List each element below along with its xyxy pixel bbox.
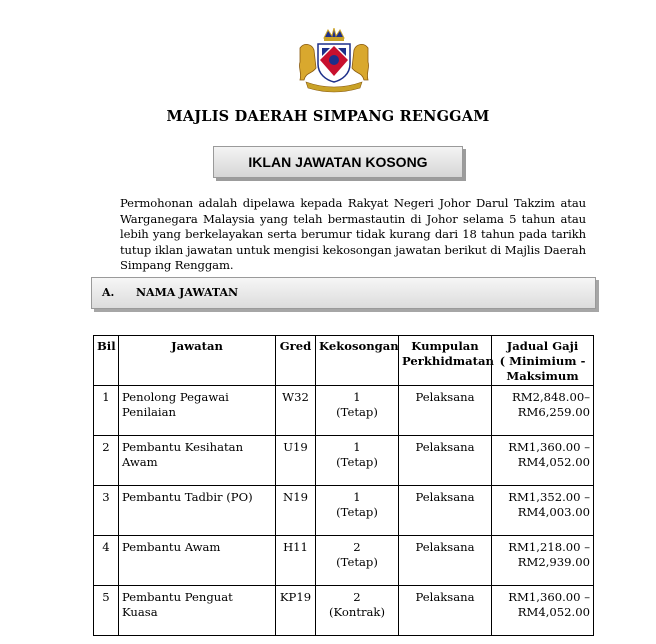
section-header [91,277,596,309]
table-row [94,386,594,436]
cell-gred: U19 [276,436,316,486]
cell-gaji: RM1,218.00 – RM2,939.00 [492,536,594,586]
table-row [94,486,594,536]
cell-kumpulan: Pelaksana [399,586,492,636]
cell-kekosongan: 1 (Tetap) [316,486,399,536]
header-jadual-gaji: Jadual Gaji ( Minimium - Maksimum [492,336,594,386]
table-header-row [94,336,594,386]
cell-kekosongan: 1 (Tetap) [316,386,399,436]
cell-gred: W32 [276,386,316,436]
table-row [94,586,594,636]
header-kumpulan: Kumpulan Perkhidmatan [399,336,492,386]
cell-jawatan: Penolong Pegawai Penilaian [119,386,276,436]
cell-jawatan: Pembantu Tadbir (PO) [119,486,276,536]
cell-gred: H11 [276,536,316,586]
cell-jawatan: Pembantu Kesihatan Awam [119,436,276,486]
johor-coat-of-arms-icon [294,28,374,94]
cell-kumpulan: Pelaksana [399,436,492,486]
table-row [94,436,594,486]
cell-gred: KP19 [276,586,316,636]
cell-bil: 3 [94,486,119,536]
cell-gaji: RM1,360.00 – RM4,052.00 [492,436,594,486]
header-gred: Gred [276,336,316,386]
cell-kekosongan: 2 (Kontrak) [316,586,399,636]
vacancy-table [93,335,594,636]
cell-jawatan: Pembantu Penguat Kuasa [119,586,276,636]
cell-gred: N19 [276,486,316,536]
header-bil: Bil [94,336,119,386]
header-jawatan: Jawatan [119,336,276,386]
cell-kekosongan: 2 (Tetap) [316,536,399,586]
organization-title: MAJLIS DAERAH SIMPANG RENGGAM [166,108,490,125]
cell-bil: 4 [94,536,119,586]
cell-gaji: RM1,352.00 – RM4,003.00 [492,486,594,536]
section-letter: A. [102,286,115,299]
header-kekosongan: Kekosongan [316,336,399,386]
cell-bil: 1 [94,386,119,436]
cell-kekosongan: 1 (Tetap) [316,436,399,486]
banner-title: IKLAN JAWATAN KOSONG [213,146,463,178]
cell-kumpulan: Pelaksana [399,386,492,436]
cell-gaji: RM1,360.00 – RM4,052.00 [492,586,594,636]
cell-bil: 5 [94,586,119,636]
cell-bil: 2 [94,436,119,486]
intro-paragraph: Permohonan adalah dipelawa kepada Rakyat Negeri Johor Darul Takzim atau Warganegara Malaysia yang telah bermastautin di Johor selama 5 tahun atau lebih yang berkelayakan serta berumur tidak kurang dari 18 tahun pada tarikh tutup iklan jawatan untuk mengisi kekosongan jawatan berikut di Majlis Daerah Simpang Renggam. [120,196,586,273]
cell-jawatan: Pembantu Awam [119,536,276,586]
table-row [94,536,594,586]
cell-gaji: RM2,848.00– RM6,259.00 [492,386,594,436]
cell-kumpulan: Pelaksana [399,486,492,536]
cell-kumpulan: Pelaksana [399,536,492,586]
section-title: NAMA JAWATAN [136,286,239,299]
